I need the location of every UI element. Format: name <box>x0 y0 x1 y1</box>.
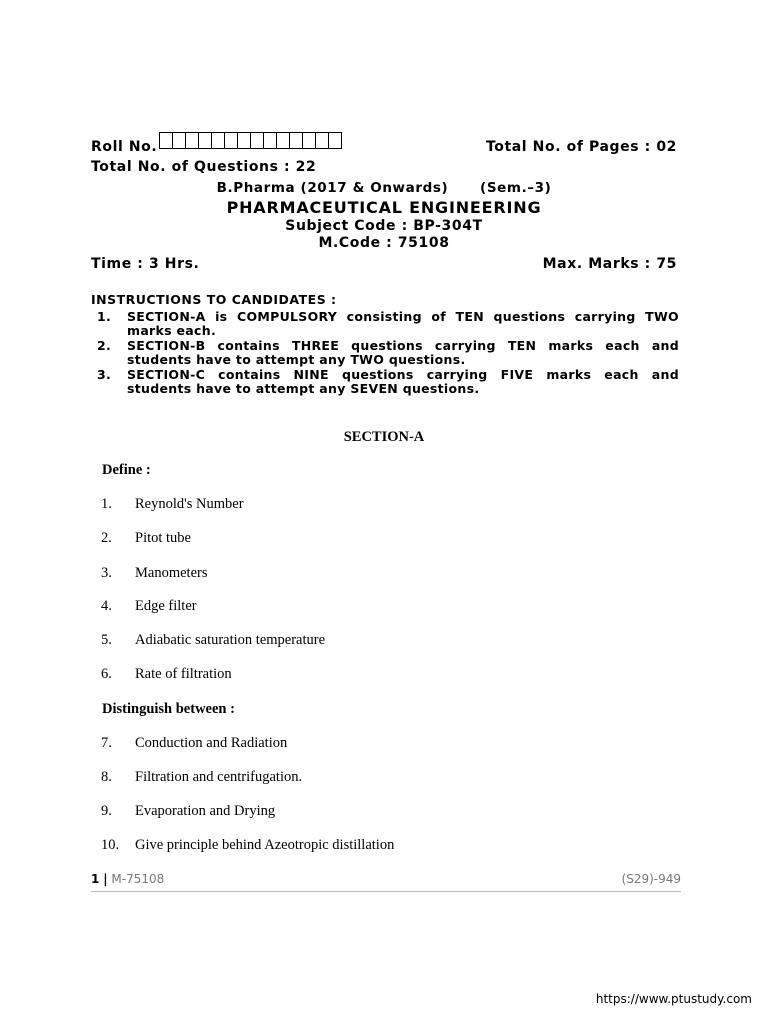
section-a-title: SECTION-A <box>343 429 425 445</box>
footer-right-code: (S29)-949 <box>621 872 681 886</box>
instruction-number: 1. <box>97 309 112 324</box>
roll-no-box <box>263 132 277 149</box>
max-marks: Max. Marks : 75 <box>542 256 677 272</box>
instruction-number: 2. <box>97 338 112 353</box>
footer-divider <box>91 891 681 892</box>
roll-no-box <box>315 132 329 149</box>
question-text: Reynold's Number <box>135 496 244 512</box>
question-item <box>101 565 207 582</box>
question-text: Rate of filtration <box>135 666 232 682</box>
roll-no-boxes <box>159 132 341 150</box>
instruction-number: 3. <box>97 367 112 382</box>
instruction-text: SECTION-C contains NINE questions carrying FIVE marks each and students have to attempt any SEVEN questions. <box>127 367 679 396</box>
course-line: B.Pharma (2017 & Onwards) (Sem.–3) <box>216 180 552 196</box>
roll-no-box <box>289 132 303 149</box>
question-number: 10. <box>101 837 120 853</box>
question-number: 7. <box>101 735 112 751</box>
question-number: 2. <box>101 530 112 546</box>
subject-code: Subject Code : BP-304T <box>285 218 483 234</box>
roll-no-box <box>237 132 251 149</box>
page-number: 1 <box>91 872 100 886</box>
question-number: 8. <box>101 769 112 785</box>
time-allowed: Time : 3 Hrs. <box>91 256 200 272</box>
roll-no-box <box>276 132 290 149</box>
instruction-item <box>91 339 679 367</box>
question-number: 6. <box>101 666 112 682</box>
question-text: Manometers <box>135 565 208 581</box>
question-item <box>101 803 275 820</box>
question-item <box>101 769 302 786</box>
total-pages: Total No. of Pages : 02 <box>485 139 677 155</box>
footer-separator: | <box>103 872 108 886</box>
question-text: Conduction and Radiation <box>135 735 288 751</box>
question-item <box>101 735 287 752</box>
question-text: Give principle behind Azeotropic distillation <box>135 837 395 853</box>
question-text: Filtration and centrifugation. <box>135 769 303 785</box>
question-number: 5. <box>101 632 112 648</box>
question-number: 9. <box>101 803 112 819</box>
question-item <box>101 530 191 547</box>
instruction-item <box>91 310 679 338</box>
roll-no-box <box>159 132 173 149</box>
roll-no-box <box>185 132 199 149</box>
question-number: 3. <box>101 565 112 581</box>
instructions-heading: INSTRUCTIONS TO CANDIDATES : <box>91 292 337 307</box>
question-text: Edge filter <box>135 598 197 614</box>
question-number: 4. <box>101 598 112 614</box>
question-text: Adiabatic saturation temperature <box>135 632 326 648</box>
instruction-text: SECTION-A is COMPULSORY consisting of TEN questions carrying TWO marks each. <box>127 309 679 338</box>
question-number: 1. <box>101 496 112 512</box>
roll-no-label: Roll No. <box>91 139 158 155</box>
question-text: Evaporation and Drying <box>135 803 276 819</box>
roll-no-box <box>302 132 316 149</box>
question-item <box>101 666 232 683</box>
roll-no-box <box>328 132 342 149</box>
question-item <box>101 496 244 513</box>
distinguish-label: Distinguish between : <box>102 701 235 717</box>
question-item <box>101 837 394 854</box>
footer-code: M-75108 <box>111 872 165 886</box>
subject-title: PHARMACEUTICAL ENGINEERING <box>226 198 542 217</box>
roll-no-box <box>198 132 212 149</box>
source-url: https://www.ptustudy.com <box>595 992 752 1006</box>
m-code: M.Code : 75108 <box>318 235 450 251</box>
roll-no-box <box>224 132 238 149</box>
roll-no-box <box>172 132 186 149</box>
page-footer <box>91 872 681 886</box>
question-text: Pitot tube <box>135 530 191 546</box>
roll-no-box <box>250 132 264 149</box>
instruction-item <box>91 368 679 396</box>
define-label: Define : <box>102 462 151 478</box>
total-questions: Total No. of Questions : 22 <box>91 159 317 175</box>
question-item <box>101 632 325 649</box>
instruction-text: SECTION-B contains THREE questions carrying TEN marks each and students have to attempt any TWO questions. <box>127 338 679 367</box>
question-item <box>101 598 197 615</box>
roll-no-box <box>211 132 225 149</box>
